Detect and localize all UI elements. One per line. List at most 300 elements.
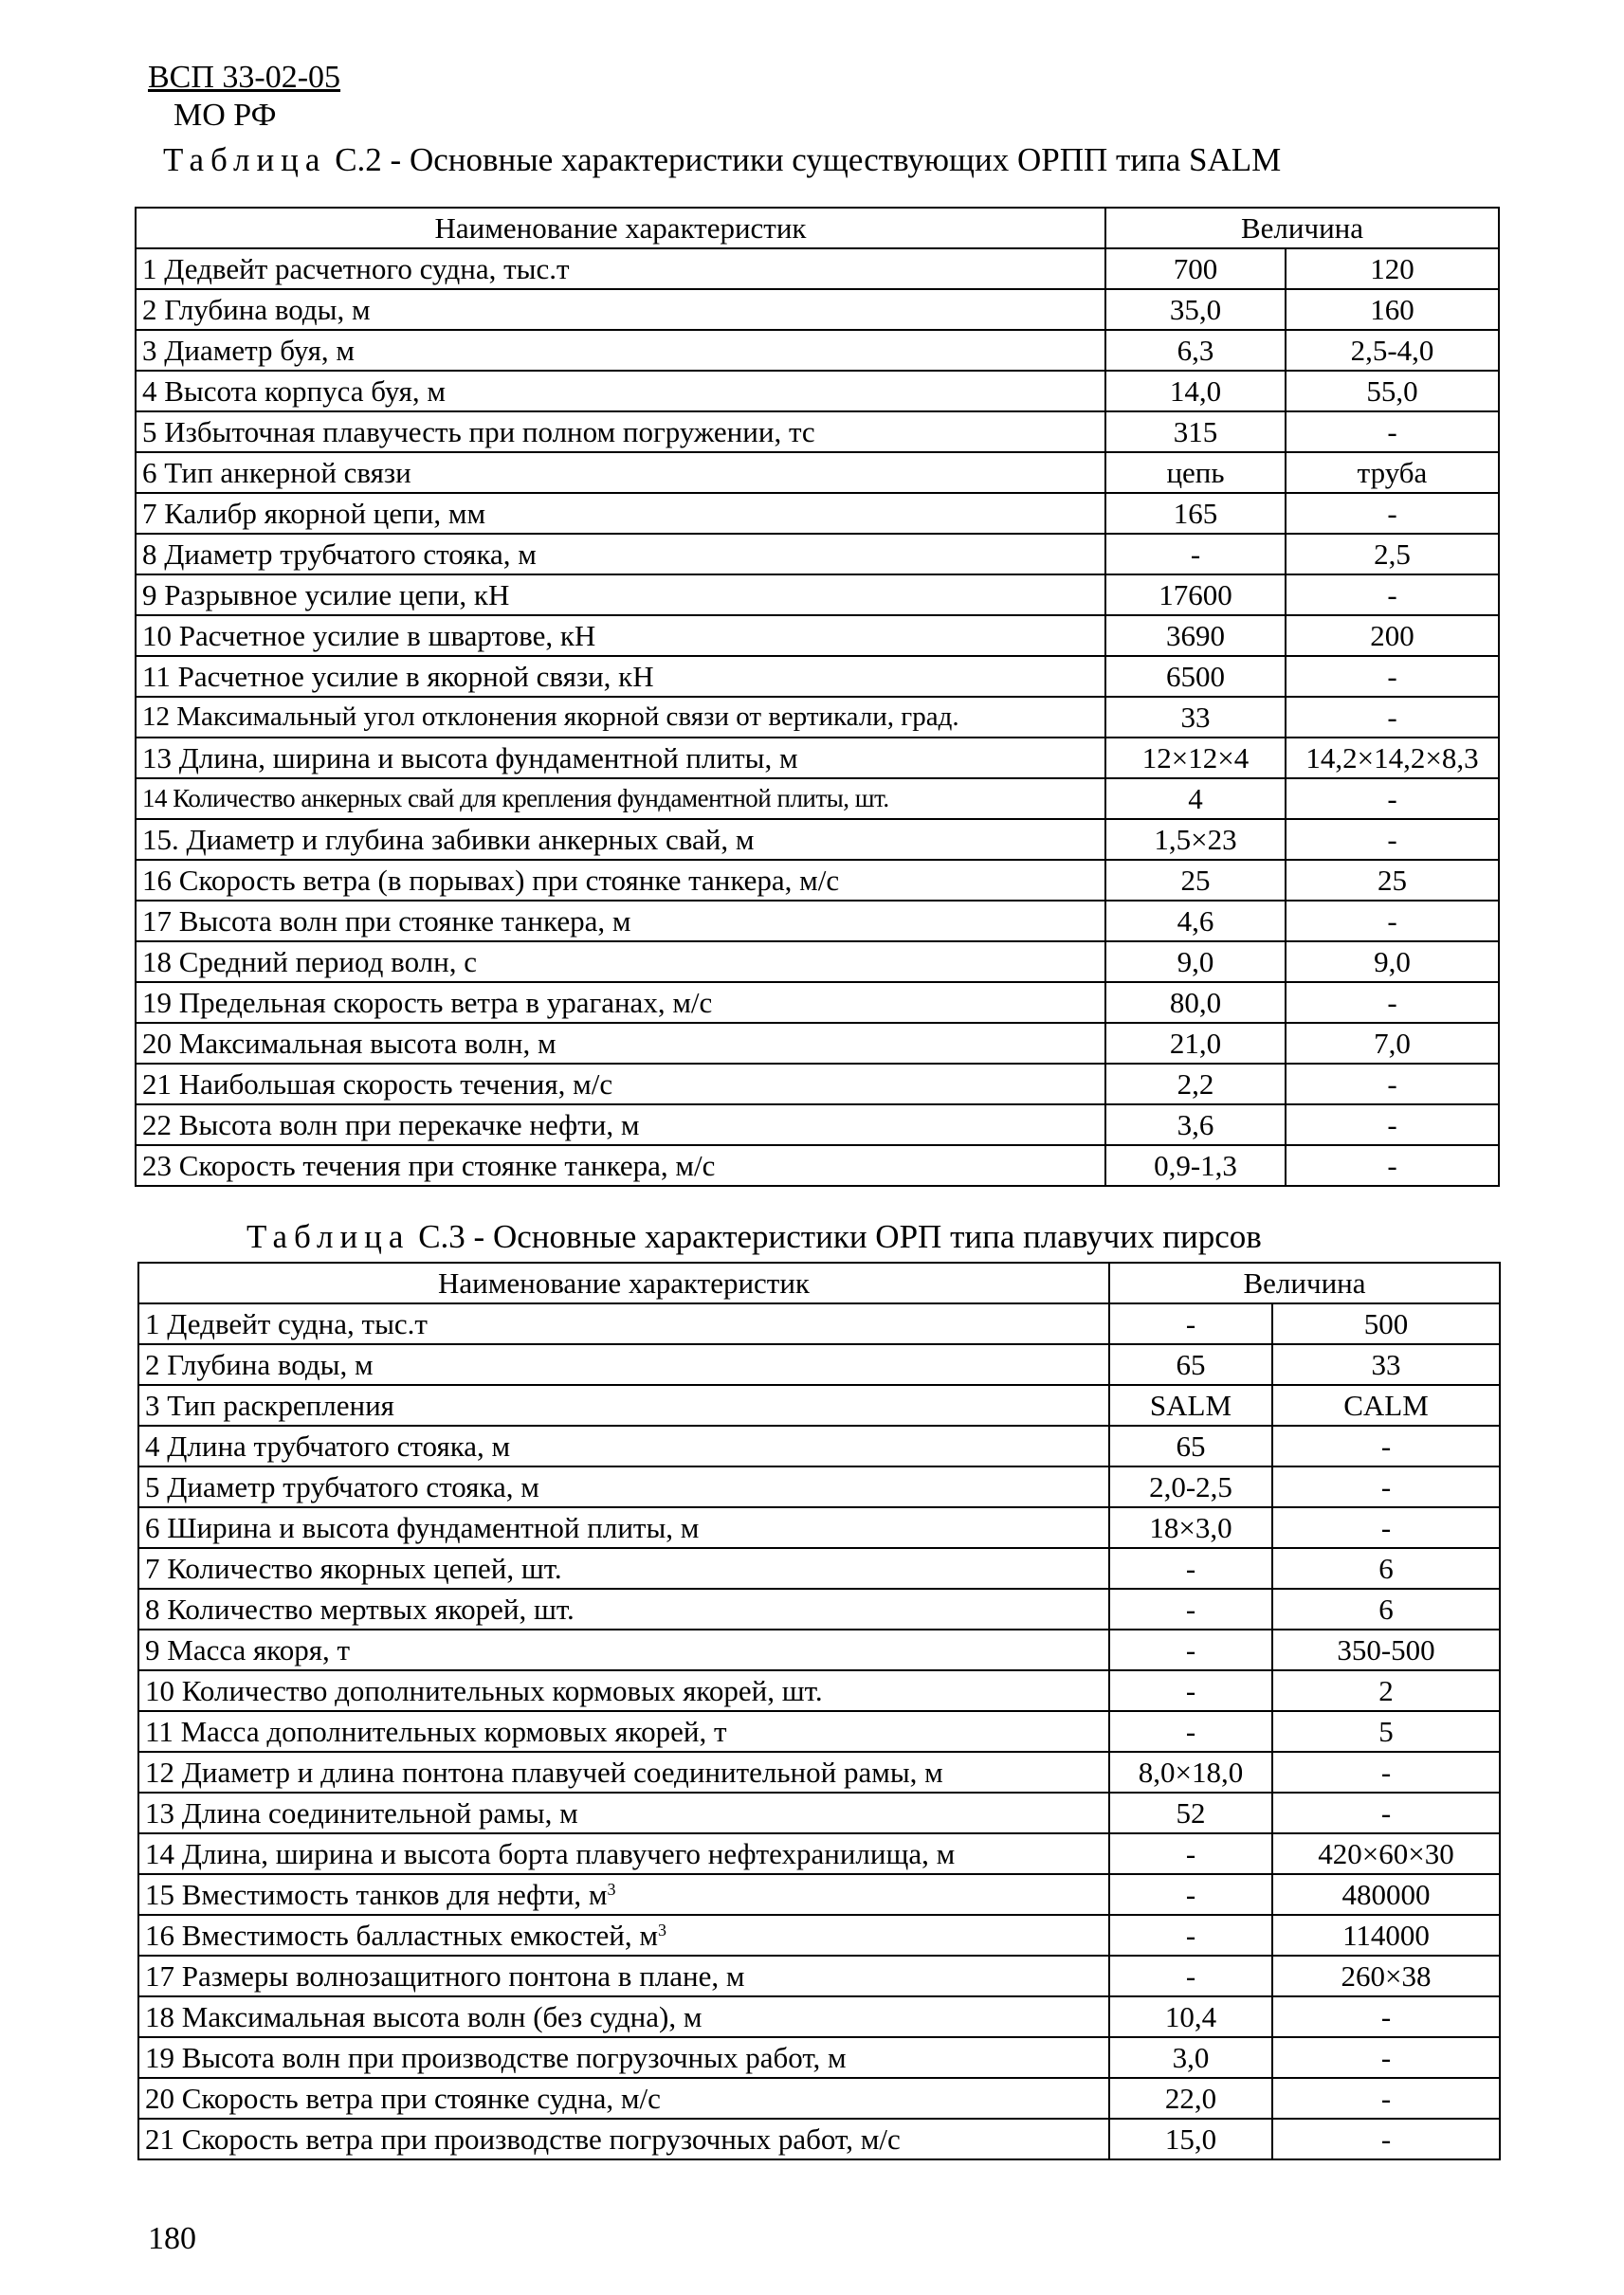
- cell-text: 2,2: [1177, 1067, 1214, 1101]
- cell-value-2: [1272, 1303, 1500, 1344]
- cell-text: -: [1387, 497, 1397, 530]
- cell-value-2: [1286, 411, 1499, 452]
- table-row: [136, 248, 1499, 289]
- cell-value-2: [1286, 493, 1499, 534]
- cell-value-1: [1105, 452, 1286, 493]
- cell-value-1: [1109, 1507, 1272, 1548]
- cell-text: 6: [1378, 1593, 1394, 1626]
- cell-text: -: [1387, 1067, 1397, 1101]
- table-row: [138, 1303, 1500, 1344]
- cell-value-1: [1109, 1752, 1272, 1793]
- cell-value-2: [1286, 452, 1499, 493]
- cell-text: 15. Диаметр и глубина забивки анкерных свай, м: [142, 823, 755, 856]
- cell-text: 21,0: [1169, 1027, 1222, 1060]
- table-row: [136, 574, 1499, 615]
- cell-value-1: [1105, 860, 1286, 901]
- table-row: [138, 1426, 1500, 1466]
- cell-name: [138, 1996, 1109, 2037]
- cell-value-1: [1105, 1104, 1286, 1145]
- cell-text: SALM: [1149, 1389, 1232, 1422]
- cell-text: 12×12×4: [1141, 741, 1250, 774]
- cell-text: -: [1185, 1593, 1196, 1626]
- cell-name: [138, 2078, 1109, 2119]
- cell-text: 16 Скорость ветра (в порывах) при стоянке танкера, м/с: [142, 864, 840, 897]
- cell-text: 11 Масса дополнительных кормовых якорей, т: [145, 1715, 727, 1748]
- cell-text: 20 Максимальная высота волн, м: [142, 1027, 557, 1060]
- table-row: [138, 1711, 1500, 1752]
- cell-name: [136, 289, 1105, 330]
- cell-value-1: [1105, 901, 1286, 941]
- cell-text: -: [1387, 578, 1397, 611]
- cell-text: 9 Разрывное усилие цепи, кН: [142, 578, 510, 611]
- cell-name: [138, 1303, 1109, 1344]
- superscript-cubic: 3: [657, 1921, 666, 1940]
- cell-value-1: [1105, 248, 1286, 289]
- cell-text: 2: [1378, 1674, 1394, 1707]
- table-row: [136, 493, 1499, 534]
- cell-text: 65: [1176, 1348, 1206, 1381]
- cell-text: 1,5×23: [1154, 823, 1237, 856]
- table-row: [138, 1956, 1500, 1996]
- cell-text: 10 Расчетное усилие в швартове, кН: [142, 619, 596, 652]
- cell-text: 2,0-2,5: [1149, 1470, 1232, 1503]
- cell-text: 420×60×30: [1318, 1837, 1454, 1870]
- cell-text: 3690: [1166, 619, 1225, 652]
- cell-name: [136, 330, 1105, 371]
- cell-value-2: [1286, 289, 1499, 330]
- cell-name: [138, 2119, 1109, 2159]
- cell-name: [136, 615, 1105, 656]
- cell-name: [138, 1466, 1109, 1507]
- cell-value-2: [1272, 1793, 1500, 1833]
- cell-value-1: [1105, 697, 1286, 738]
- cell-text: -: [1387, 1149, 1397, 1182]
- cell-text: -: [1387, 904, 1397, 938]
- cell-text: -: [1387, 1108, 1397, 1141]
- cell-text: 4,6: [1177, 904, 1214, 938]
- cell-text: -: [1190, 537, 1201, 571]
- cell-text: 33: [1371, 1348, 1401, 1381]
- cell-text: -: [1185, 1552, 1196, 1585]
- table-row: [136, 371, 1499, 411]
- table-row: [138, 2078, 1500, 2119]
- cell-text: 2,5: [1374, 537, 1411, 571]
- cell-value-2: [1286, 738, 1499, 778]
- cell-value-1: [1109, 1385, 1272, 1426]
- cell-value-2: [1272, 1874, 1500, 1915]
- cell-text: -: [1387, 823, 1397, 856]
- cell-text: 18×3,0: [1149, 1511, 1232, 1544]
- cell-name: [136, 738, 1105, 778]
- cell-name: [138, 1752, 1109, 1793]
- cell-value-1: [1105, 1064, 1286, 1104]
- cell-text: 4 Длина трубчатого стояка, м: [145, 1430, 511, 1463]
- cell-name: [136, 860, 1105, 901]
- cell-value-2: [1272, 1630, 1500, 1670]
- header-value-cell: Величина: [1109, 1263, 1500, 1303]
- cell-value-2: [1272, 1752, 1500, 1793]
- table-row: [136, 330, 1499, 371]
- cell-text: -: [1185, 1307, 1196, 1340]
- cell-name: [138, 1874, 1109, 1915]
- cell-text: 17600: [1159, 578, 1232, 611]
- cell-name: [136, 1064, 1105, 1104]
- cell-value-2: [1286, 697, 1499, 738]
- cell-text: 6 Тип анкерной связи: [142, 456, 411, 489]
- header-value-cell: Величина: [1105, 208, 1499, 248]
- organization-label: МО РФ: [173, 98, 277, 133]
- cell-name: [138, 2037, 1109, 2078]
- table-row: [138, 1833, 1500, 1874]
- table-row: [136, 1145, 1499, 1186]
- cell-text: 19 Предельная скорость ветра в ураганах, м/с: [142, 986, 713, 1019]
- cell-value-1: [1109, 1711, 1272, 1752]
- cell-value-1: [1109, 1670, 1272, 1711]
- table-row: [138, 1466, 1500, 1507]
- cell-name: [136, 1104, 1105, 1145]
- cell-value-2: [1286, 778, 1499, 819]
- cell-text: 19 Высота волн при производстве погрузочных работ, м: [145, 2041, 847, 2074]
- cell-text: 350-500: [1337, 1633, 1435, 1667]
- cell-text: 13 Длина, ширина и высота фундаментной плиты, м: [142, 741, 798, 774]
- cell-text: 12 Максимальный угол отклонения якорной связи от вертикали, град.: [142, 701, 959, 732]
- cell-name: [138, 1507, 1109, 1548]
- cell-value-1: [1105, 819, 1286, 860]
- cell-value-2: [1272, 1426, 1500, 1466]
- cell-text: -: [1185, 1878, 1196, 1911]
- cell-name: [136, 452, 1105, 493]
- table-row: [136, 738, 1499, 778]
- cell-text: 14 Длина, ширина и высота борта плавучего нефтехранилища, м: [145, 1837, 956, 1870]
- table-row: [138, 1589, 1500, 1630]
- table1-caption: [163, 142, 1281, 178]
- cell-value-2: [1272, 1670, 1500, 1711]
- cell-value-1: [1105, 411, 1286, 452]
- cell-value-1: [1109, 1548, 1272, 1589]
- cell-text: 1 Дедвейт судна, тыс.т: [145, 1307, 428, 1340]
- table-row: [136, 411, 1499, 452]
- table-row: [136, 901, 1499, 941]
- cell-value-1: [1109, 1874, 1272, 1915]
- cell-text: -: [1380, 2122, 1392, 2156]
- cell-name: [136, 901, 1105, 941]
- cell-value-2: [1272, 2119, 1500, 2159]
- cell-text: -: [1185, 1959, 1196, 1993]
- cell-value-2: [1272, 2078, 1500, 2119]
- cell-name: [136, 574, 1105, 615]
- cell-value-2: [1286, 248, 1499, 289]
- cell-value-2: [1272, 1466, 1500, 1507]
- table-row: [136, 941, 1499, 982]
- table-row: [136, 697, 1499, 738]
- cell-text: CALM: [1343, 1389, 1429, 1422]
- table-floating-pier-characteristics: [137, 1262, 1501, 2160]
- cell-text: 700: [1173, 252, 1218, 285]
- cell-value-1: [1105, 738, 1286, 778]
- cell-value-2: [1286, 1064, 1499, 1104]
- cell-name: [136, 982, 1105, 1023]
- table-row: [136, 615, 1499, 656]
- table-row: [136, 656, 1499, 697]
- cell-value-2: [1286, 860, 1499, 901]
- cell-value-2: [1272, 1956, 1500, 1996]
- table-row: [138, 1670, 1500, 1711]
- cell-text: -: [1380, 2041, 1392, 2074]
- cell-name: [138, 1426, 1109, 1466]
- cell-text: 6 Ширина и высота фундаментной плиты, м: [145, 1511, 700, 1544]
- cell-value-2: [1286, 1145, 1499, 1186]
- cell-text: 21 Скорость ветра при производстве погрузочных работ, м/с: [145, 2122, 901, 2156]
- cell-name: [136, 941, 1105, 982]
- cell-name: [138, 1630, 1109, 1670]
- cell-value-1: [1105, 289, 1286, 330]
- table-row: [136, 534, 1499, 574]
- cell-value-1: [1109, 2037, 1272, 2078]
- cell-text: 10,4: [1164, 2000, 1217, 2033]
- table-row: [138, 1915, 1500, 1956]
- cell-value-1: [1109, 1630, 1272, 1670]
- cell-text: 315: [1173, 415, 1218, 448]
- cell-name: [138, 1548, 1109, 1589]
- cell-text: 3,6: [1177, 1108, 1214, 1141]
- cell-name: [136, 248, 1105, 289]
- cell-text: 480000: [1341, 1878, 1431, 1911]
- cell-text: 7 Количество якорных цепей, шт.: [145, 1552, 562, 1585]
- cell-text: 14,0: [1169, 374, 1222, 408]
- cell-value-1: [1105, 982, 1286, 1023]
- cell-value-2: [1272, 1711, 1500, 1752]
- cell-value-2: [1272, 1589, 1500, 1630]
- cell-value-1: [1109, 1915, 1272, 1956]
- cell-text: 25: [1180, 864, 1211, 897]
- cell-text: 9,0: [1177, 945, 1214, 978]
- table2-caption-word: Таблица: [246, 1218, 411, 1255]
- cell-text: -: [1380, 2000, 1392, 2033]
- cell-text: -: [1185, 1837, 1196, 1870]
- table-row: [138, 1630, 1500, 1670]
- cell-text: 14,2×14,2×8,3: [1305, 741, 1479, 774]
- cell-text: -: [1185, 1674, 1196, 1707]
- cell-value-2: [1272, 2037, 1500, 2078]
- table-row: [136, 982, 1499, 1023]
- cell-text: 3,0: [1172, 2041, 1210, 2074]
- cell-text: 18 Средний период волн, с: [142, 945, 477, 978]
- cell-text: -: [1380, 1796, 1392, 1830]
- cell-text: -: [1185, 1715, 1196, 1748]
- cell-text: 5 Диаметр трубчатого стояка, м: [145, 1470, 539, 1503]
- table-row: [138, 1548, 1500, 1589]
- cell-name: [136, 371, 1105, 411]
- cell-text: 3 Тип раскрепления: [145, 1389, 394, 1422]
- cell-text: 260×38: [1341, 1959, 1432, 1993]
- cell-name: [138, 1385, 1109, 1426]
- cell-name: [138, 1793, 1109, 1833]
- cell-value-2: [1272, 1915, 1500, 1956]
- cell-value-2: [1272, 1996, 1500, 2037]
- cell-value-2: [1272, 1507, 1500, 1548]
- cell-text: 13 Длина соединительной рамы, м: [145, 1796, 578, 1830]
- cell-name: [136, 534, 1105, 574]
- table-row: [138, 2037, 1500, 2078]
- cell-text: 18 Максимальная высота волн (без судна), м: [145, 2000, 703, 2033]
- header-name-cell: Наименование характеристик: [138, 1263, 1109, 1303]
- cell-text: 17 Высота волн при стоянке танкера, м: [142, 904, 631, 938]
- cell-value-1: [1109, 1466, 1272, 1507]
- cell-value-2: [1286, 615, 1499, 656]
- cell-text: 9,0: [1374, 945, 1411, 978]
- cell-name: [138, 1833, 1109, 1874]
- cell-value-2: [1272, 1833, 1500, 1874]
- cell-text: 12 Диаметр и длина понтона плавучей соединительной рамы, м: [145, 1756, 943, 1789]
- cell-value-1: [1105, 371, 1286, 411]
- cell-text: 6500: [1166, 660, 1225, 693]
- cell-text: 3 Диаметр буя, м: [142, 334, 355, 367]
- cell-value-1: [1105, 574, 1286, 615]
- cell-value-1: [1105, 534, 1286, 574]
- cell-text: 21 Наибольшая скорость течения, м/с: [142, 1067, 613, 1101]
- cell-text: 8,0×18,0: [1138, 1756, 1244, 1789]
- cell-text: -: [1387, 415, 1397, 448]
- cell-name: [136, 778, 1105, 819]
- cell-text: 80,0: [1169, 986, 1222, 1019]
- cell-text: 52: [1176, 1796, 1206, 1830]
- table-row: [138, 1385, 1500, 1426]
- cell-text: 20 Скорость ветра при стоянке судна, м/с: [145, 2082, 661, 2115]
- table1-caption-text: С.2 - Основные характеристики существующих ОРПП типа SALM: [335, 141, 1282, 178]
- cell-value-2: [1286, 1104, 1499, 1145]
- cell-name: [138, 1956, 1109, 1996]
- table-row: [138, 1507, 1500, 1548]
- table-row: [136, 778, 1499, 819]
- table-header-row: [136, 208, 1499, 248]
- cell-text: 200: [1370, 619, 1414, 652]
- cell-name: [138, 1670, 1109, 1711]
- table-row: [138, 2119, 1500, 2159]
- cell-text: 6: [1378, 1552, 1394, 1585]
- cell-text: 5 Избыточная плавучесть при полном погружении, тс: [142, 415, 815, 448]
- cell-text: 7 Калибр якорной цепи, мм: [142, 497, 486, 530]
- table-row: [136, 289, 1499, 330]
- cell-value-2: [1286, 1023, 1499, 1064]
- table2-caption-text: С.3 - Основные характеристики ОРП типа плавучих пирсов: [418, 1218, 1262, 1255]
- cell-text: 10 Количество дополнительных кормовых якорей, шт.: [145, 1674, 823, 1707]
- cell-text: 160: [1370, 293, 1414, 326]
- cell-name: [136, 656, 1105, 697]
- cell-value-2: [1272, 1344, 1500, 1385]
- cell-text: 9 Масса якоря, т: [145, 1633, 351, 1667]
- cell-text: 6,3: [1177, 334, 1214, 367]
- cell-name: [138, 1711, 1109, 1752]
- cell-value-1: [1109, 2078, 1272, 2119]
- cell-text: -: [1387, 782, 1397, 815]
- cell-name: [138, 1915, 1109, 1956]
- cell-text: 2 Глубина воды, м: [142, 293, 371, 326]
- cell-text: цепь: [1166, 456, 1225, 489]
- cell-text: 65: [1176, 1430, 1206, 1463]
- cell-value-1: [1105, 778, 1286, 819]
- cell-text: 4 Высота корпуса буя, м: [142, 374, 446, 408]
- cell-value-1: [1105, 493, 1286, 534]
- cell-text: 23 Скорость течения при стоянке танкера, м/с: [142, 1149, 716, 1182]
- cell-value-1: [1109, 1833, 1272, 1874]
- cell-value-1: [1109, 1344, 1272, 1385]
- cell-value-2: [1272, 1548, 1500, 1589]
- cell-value-1: [1105, 1145, 1286, 1186]
- cell-text: 120: [1370, 252, 1414, 285]
- table-row: [136, 860, 1499, 901]
- table-row: [136, 1064, 1499, 1104]
- cell-text: 500: [1363, 1307, 1409, 1340]
- cell-text: 2 Глубина воды, м: [145, 1348, 374, 1381]
- cell-value-2: [1286, 819, 1499, 860]
- cell-text: 55,0: [1366, 374, 1418, 408]
- cell-value-1: [1105, 941, 1286, 982]
- cell-text: 4: [1188, 782, 1203, 815]
- cell-text: 15 Вместимость танков для нефти, м: [145, 1878, 608, 1911]
- cell-text: труба: [1357, 456, 1428, 489]
- cell-text: 8 Диаметр трубчатого стояка, м: [142, 537, 537, 571]
- cell-text: -: [1185, 1633, 1196, 1667]
- cell-value-2: [1286, 941, 1499, 982]
- cell-value-2: [1272, 1385, 1500, 1426]
- table-salm-characteristics: [135, 207, 1500, 1187]
- document-code: ВСП 33-02-05: [148, 60, 341, 95]
- cell-value-2: [1286, 371, 1499, 411]
- cell-text: -: [1387, 660, 1397, 693]
- cell-text: 15,0: [1164, 2122, 1217, 2156]
- cell-value-1: [1105, 1023, 1286, 1064]
- cell-text: -: [1380, 2082, 1392, 2115]
- table-row: [138, 1752, 1500, 1793]
- cell-text: 7,0: [1374, 1027, 1411, 1060]
- cell-text: 33: [1180, 701, 1211, 734]
- cell-text: -: [1380, 1470, 1392, 1503]
- cell-text: 14 Количество анкерных свай для крепления фундаментной плиты, шт.: [142, 784, 889, 812]
- cell-name: [138, 1589, 1109, 1630]
- table-row: [138, 1996, 1500, 2037]
- table-row: [136, 452, 1499, 493]
- cell-text: -: [1380, 1756, 1392, 1789]
- cell-text: 8 Количество мертвых якорей, шт.: [145, 1593, 575, 1626]
- cell-value-1: [1105, 615, 1286, 656]
- cell-value-1: [1105, 656, 1286, 697]
- cell-value-1: [1109, 1956, 1272, 1996]
- cell-text: 165: [1173, 497, 1218, 530]
- table-header-row: [138, 1263, 1500, 1303]
- cell-name: [138, 1344, 1109, 1385]
- cell-text: -: [1387, 986, 1397, 1019]
- cell-name: [136, 1145, 1105, 1186]
- cell-name: [136, 1023, 1105, 1064]
- cell-text: -: [1185, 1919, 1196, 1952]
- cell-value-1: [1109, 1589, 1272, 1630]
- cell-value-2: [1286, 574, 1499, 615]
- cell-value-1: [1109, 1793, 1272, 1833]
- cell-value-1: [1109, 2119, 1272, 2159]
- cell-text: 114000: [1342, 1919, 1430, 1952]
- cell-text: -: [1387, 701, 1397, 734]
- table-row: [136, 1023, 1499, 1064]
- cell-name: [136, 411, 1105, 452]
- cell-text: 22,0: [1164, 2082, 1217, 2115]
- table-row: [138, 1344, 1500, 1385]
- table-row: [138, 1793, 1500, 1833]
- cell-text: -: [1380, 1511, 1392, 1544]
- cell-value-2: [1286, 982, 1499, 1023]
- cell-text: 35,0: [1169, 293, 1222, 326]
- table1-caption-word: Таблица: [163, 141, 327, 178]
- cell-text: 25: [1378, 864, 1407, 897]
